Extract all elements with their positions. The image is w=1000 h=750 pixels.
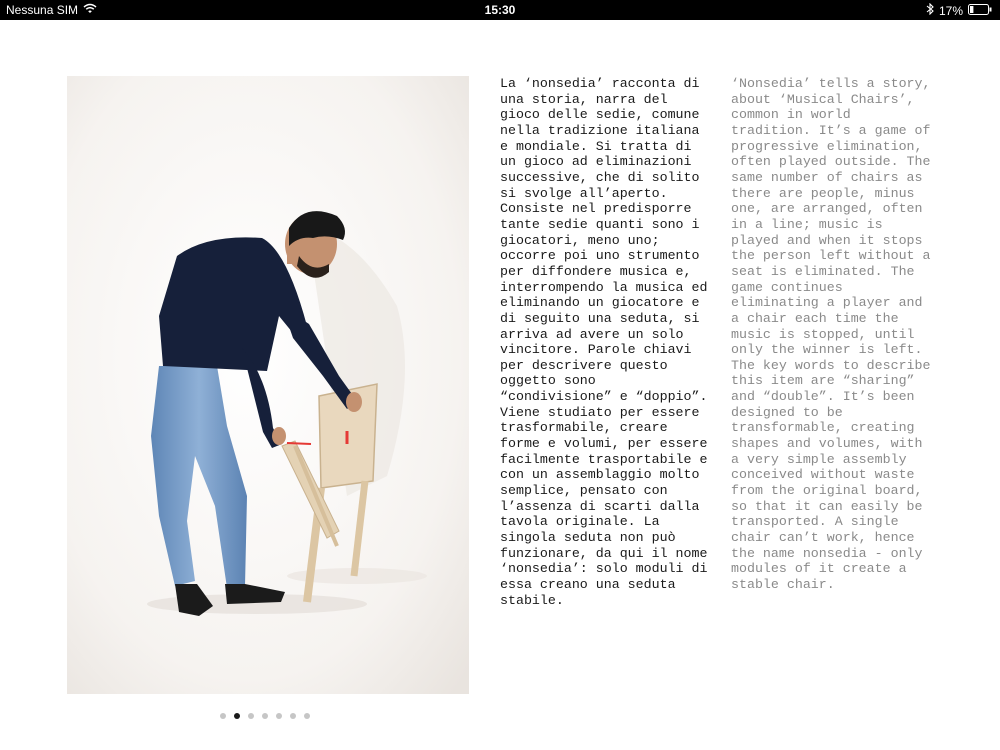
page-indicator[interactable] xyxy=(220,713,310,719)
carrier-label: Nessuna SIM xyxy=(6,3,79,17)
product-photo xyxy=(67,76,469,694)
battery-icon xyxy=(968,4,992,18)
status-bar xyxy=(0,0,1000,20)
page-dot[interactable] xyxy=(276,713,282,719)
status-right xyxy=(926,3,992,18)
battery-percent: 17% xyxy=(938,3,963,18)
page-dot[interactable] xyxy=(234,713,240,719)
page-dot[interactable] xyxy=(248,713,254,719)
english-description: ‘Nonsedia’ tells a story, about ‘Musical Chairs’, common in world tradition. It’s a game of progressive elimination, often played outside. The same number of chairs as there are people, minus one, are arranged, often in a line; music is played and when it stops the person left without a seat is eliminated. The game continues eliminating a player and a chair each time the music is stopped, until only the winner is left. The key words to describe this item are “sharing” and “double”. It’s been designed to be transformable, creating shapes and volumes, with a very simple assembly conceived without waste from the original board, so that it can easily be transported. A single chair can’t work, hence the name nonsedia - only modules of it create a stable chair. xyxy=(731,76,931,592)
clock: 15:30 xyxy=(484,3,516,17)
page-dot[interactable] xyxy=(304,713,310,719)
italian-description: La ‘nonsedia’ racconta di una storia, narra del gioco delle sedie, comune nella tradizione italiana e mondiale. Si tratta di un gioco ad eliminazioni successive, che di solito si svolge all’aperto. Consiste nel predisporre tante sedie quanti sono i giocatori, meno uno; occorre poi uno strumento per diffondere musica e, interrompendo la musica ed eliminando un giocatore e di seguito una seduta, si arriva ad avere un solo vincitore. Parole chiavi per descrivere questo oggetto sono “condivisione” e “doppio”. Viene studiato per essere trasformabile, creare forme e volumi, per essere facilmente trasportabile e con un assemblaggio molto semplice, pensato con l’assenza di scarti dalla tavola originale. La singola seduta non può funzionare, da qui il nome ‘nonsedia’: solo moduli di essa creano una seduta stabile. xyxy=(500,76,708,608)
page-dot[interactable] xyxy=(262,713,268,719)
bluetooth-icon xyxy=(926,3,934,18)
page-dot[interactable] xyxy=(290,713,296,719)
page-dot[interactable] xyxy=(220,713,226,719)
